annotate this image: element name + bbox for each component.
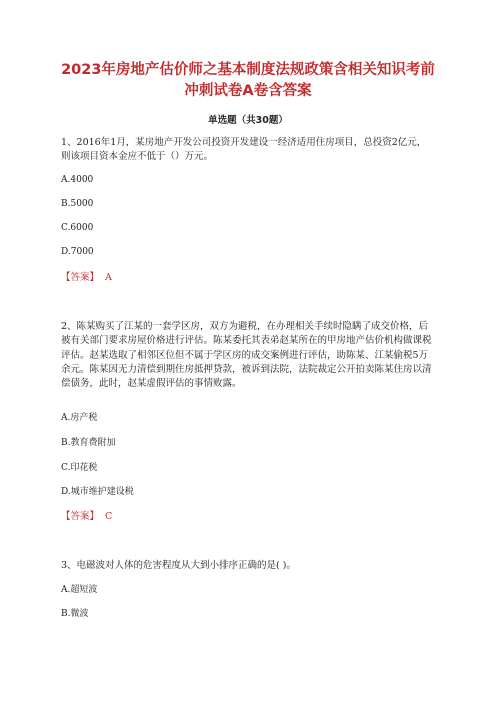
question-1-option-a: A.4000	[61, 175, 94, 185]
answer-value: A	[105, 272, 112, 283]
question-3-text: 3、电磁波对人体的危害程度从大到小排序正确的是( )。	[61, 560, 296, 571]
question-3-option-a: A.超短波	[61, 585, 98, 595]
question-1-text: 1、2016年1月，某房地产开发公司投资开发建设一经济适用住房项目，总投资2亿元，则该项目资本金应不低于（）万元。	[61, 137, 427, 163]
question-2-option-b: B.教育费附加	[61, 438, 116, 448]
question-2-answer	[61, 511, 112, 523]
answer-value: C	[105, 511, 113, 522]
question-1-option-c: C.6000	[61, 223, 94, 233]
document-title: 2023年房地产估价师之基本制度法规政策含相关知识考前冲刺试卷A卷含答案	[61, 62, 435, 99]
question-3-option-b: B.微波	[61, 609, 89, 619]
section-heading: 单选题（共30题）	[208, 115, 288, 126]
question-1-answer	[61, 272, 112, 284]
question-2-text: 2、陈某购买了江某的一套学区房，双方为避税，在办理相关手续时隐瞒了成交价格，后被有关部门要求房屋价格进行评估。陈某委托其表弟赵某所在的甲房地产估价机构做课税评估。赵某选取了相邻区位但不属于学区房的成交案例进行评估，助陈某、江某偷税5万余元。陈某因无力清偿到期住房抵押贷款，被诉到法院，法院裁定公开拍卖陈某住房以清偿债务，此时，赵某虚假评估的事情败露。	[61, 321, 432, 390]
question-2-option-d: D.城市维护建设税	[61, 487, 134, 497]
question-2-option-a: A.房产税	[61, 413, 98, 423]
answer-label: 【答案】	[61, 511, 100, 522]
answer-label: 【答案】	[61, 272, 100, 283]
question-2-option-c: C.印花税	[61, 463, 98, 473]
question-1-option-b: B.5000	[61, 199, 94, 209]
question-1-option-d: D.7000	[61, 247, 94, 257]
